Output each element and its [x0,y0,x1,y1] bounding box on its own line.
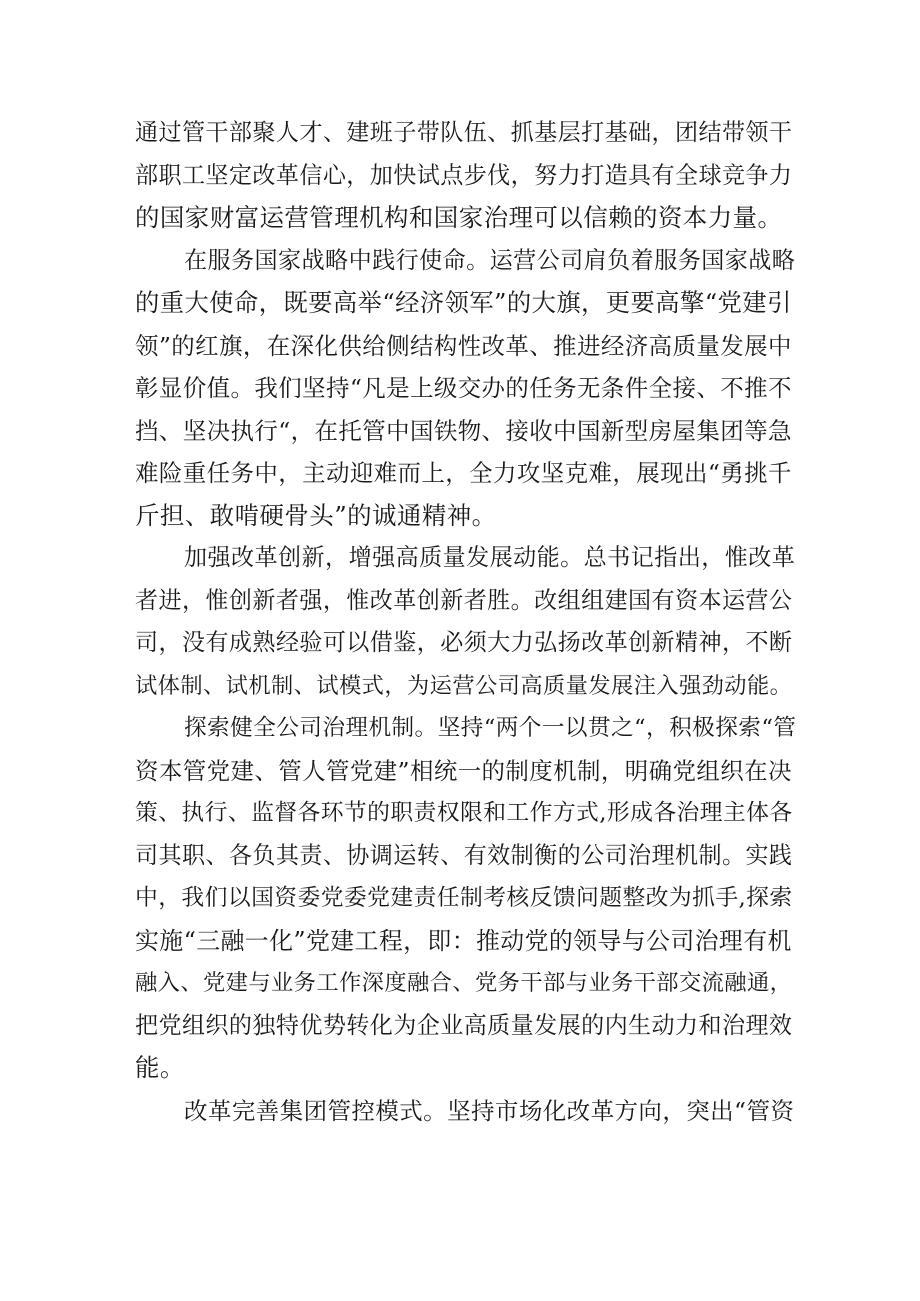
document-body [135,112,795,1132]
paragraph-5 [135,1090,795,1133]
text-line: 实施“三融一化”党建工程，即：推动党的领导与公司治理有机 [135,926,792,955]
text-line: 探索健全公司治理机制。坚持“两个一以贯之“，积极探索“管 [184,715,797,741]
text-line: 中，我们以国资委党委党建责任制考核反馈问题整改为抓手,探索 [135,885,793,911]
text-line: 能。 [135,1053,185,1082]
text-line: 者进，惟创新者强，惟改革创新者胜。改组组建国有资本运营公 [135,587,793,614]
text-line: 司其职、各负其责、协调运转、有效制衡的公司治理机制。实践 [135,842,793,869]
text-line: 斤担、敢啃硬骨头”的诚通精神。 [135,500,497,530]
text-line: 资本管党建、管人管党建”相统一的制度机制，明确党组织在决 [135,756,792,785]
text-line: 领”的红旗，在深化供给侧结构性改革、推进经济高质量发展中 [135,331,792,360]
text-line: 司，没有成熟经验可以借鉴，必须大力弘扬改革创新精神，不断 [135,630,793,656]
text-line: 挡、坚决执行“，在托管中国铁物、接收中国新型房屋集团等急 [135,416,792,445]
text-line: 的重大使命，既要高举“经济领军”的大旗，更要高擎“党建引 [135,288,792,317]
text-line: 改革完善集团管控模式。坚持市场化改革方向，突出“管资 [184,1096,795,1125]
text-line: 把党组织的独特优势转化为企业高质量发展的内生动力和治理效 [135,1012,793,1039]
text-line: 部职工坚定改革信心，加快试点步伐，努力打造具有全球竞争力 [135,162,793,189]
paragraph-2 [135,240,795,538]
text-line: 彰显价值。我们坚持“凡是上级交办的任务无条件全接、不推不 [135,374,792,402]
text-line: 难险重任务中，主动迎难而上，全力攻坚克难，展现出“勇挑千 [135,459,792,487]
text-line: 加强改革创新，增强高质量发展动能。总书记指出，惟改革 [184,545,796,571]
text-line: 通过管干部聚人才、建班子带队伍、抓基层打基础，团结带领干 [135,120,793,146]
text-line: 融入、党建与业务工作深度融合、党务干部与业务干部交流融通， [135,970,793,996]
text-line: 的国家财富运营管理机构和国家治理可以信赖的资本力量。 [135,203,783,232]
paragraph-3 [135,537,795,707]
text-line: 策、执行、监督各环节的职责权限和工作方式,形成各治理主体各 [135,800,793,826]
paragraph-1 [135,112,795,240]
text-line: 在服务国家战略中践行使命。运营公司肩负着服务国家战略 [184,247,796,274]
text-line: 试体制、试机制、试模式，为运营公司高质量发展注入强劲动能。 [135,672,793,699]
paragraph-4 [135,707,795,1090]
